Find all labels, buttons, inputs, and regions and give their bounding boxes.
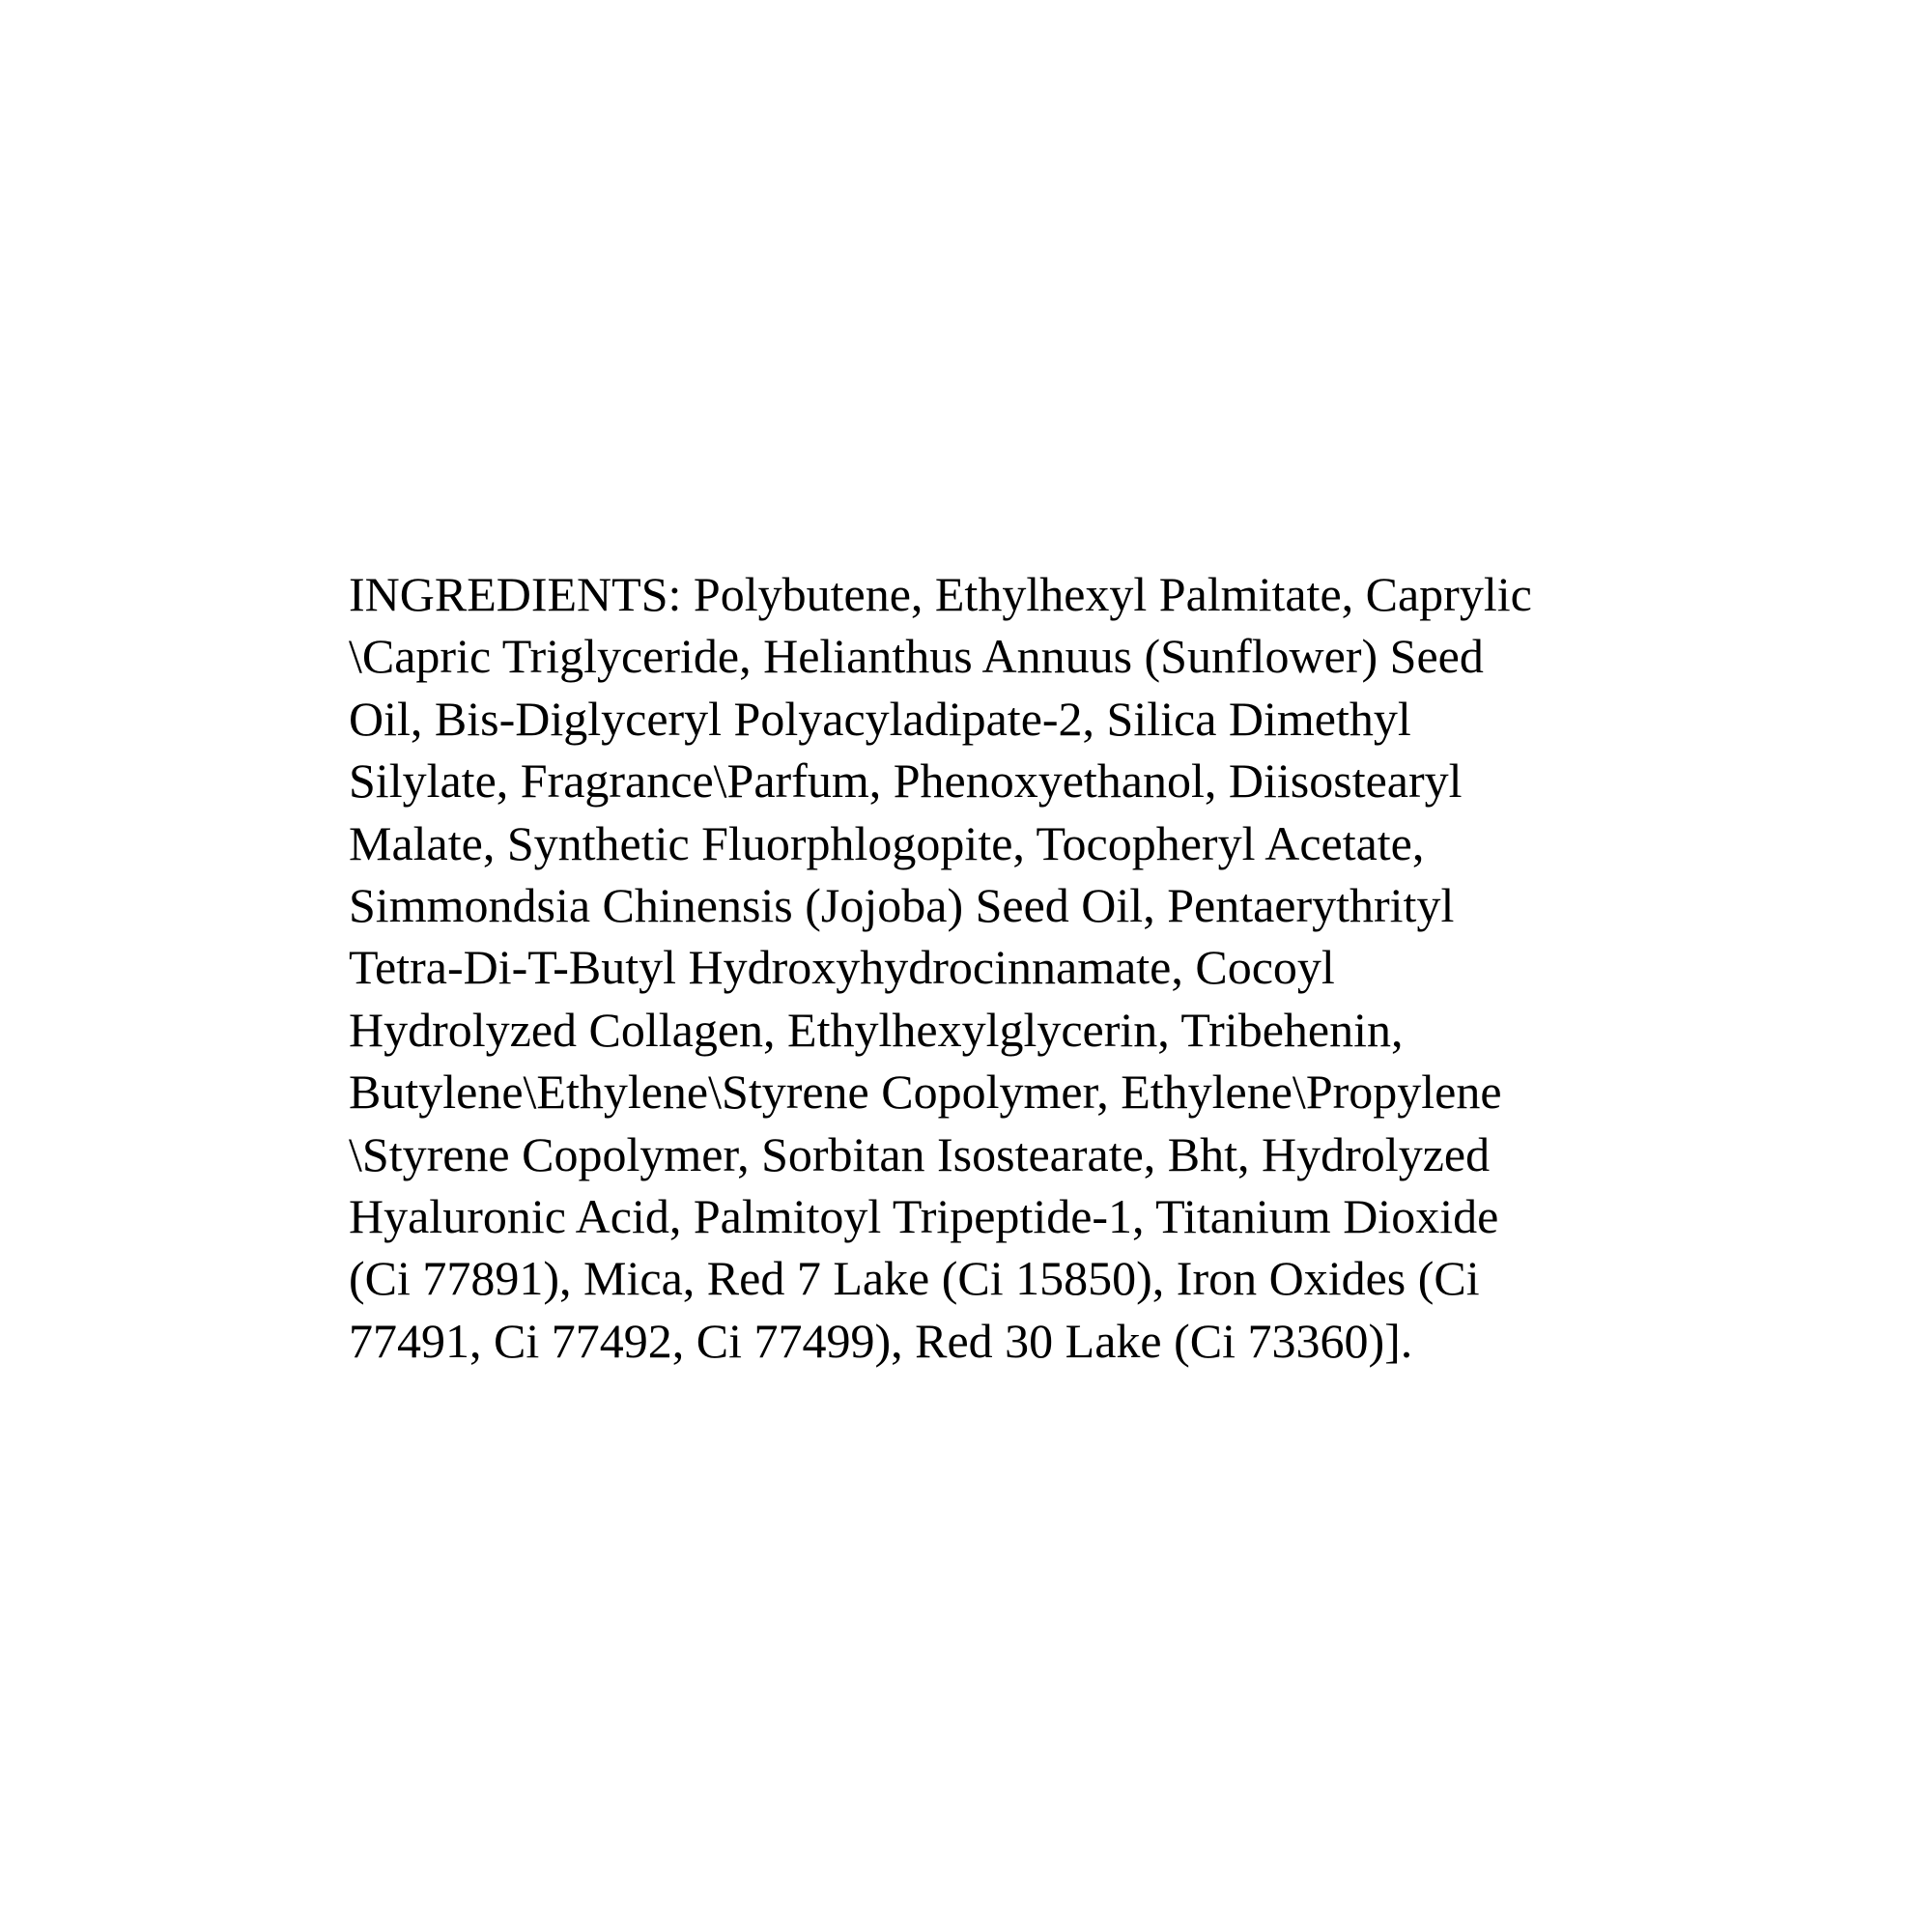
ingredients-line: (Ci 77891), Mica, Red 7 Lake (Ci 15850), Iron Oxides (Ci [349,1251,1480,1306]
ingredients-line: 77491, Ci 77492, Ci 77499), Red 30 Lake (Ci 73360)]. [349,1313,1413,1368]
ingredients-line: \Capric Triglyceride, Helianthus Annuus (Sunflower) Seed [349,629,1484,684]
ingredients-line: INGREDIENTS: Polybutene, Ethylhexyl Palmitate, Caprylic [349,567,1532,621]
ingredients-line: Hydrolyzed Collagen, Ethylhexylglycerin, Tribehenin, [349,1002,1404,1057]
ingredients-line: Butylene\Ethylene\Styrene Copolymer, Ethylene\Propylene [349,1065,1502,1120]
ingredients-line: Hyaluronic Acid, Palmitoyl Tripeptide-1, Titanium Dioxide [349,1189,1499,1244]
ingredients-line: Tetra-Di-T-Butyl Hydroxyhydrocinnamate, Cocoyl [349,940,1335,995]
ingredients-line: Malate, Synthetic Fluorphlogopite, Tocopheryl Acetate, [349,815,1425,870]
ingredients-list [349,563,1634,1372]
ingredients-line: \Styrene Copolymer, Sorbitan Isostearate, Bht, Hydrolyzed [349,1126,1491,1181]
ingredients-line: Simmondsia Chinensis (Jojoba) Seed Oil, Pentaerythrityl [349,878,1455,933]
ingredients-line: Silylate, Fragrance\Parfum, Phenoxyethanol, Diisostearyl [349,753,1463,809]
ingredients-line: Oil, Bis-Diglyceryl Polyacyladipate-2, Silica Dimethyl [349,691,1411,746]
